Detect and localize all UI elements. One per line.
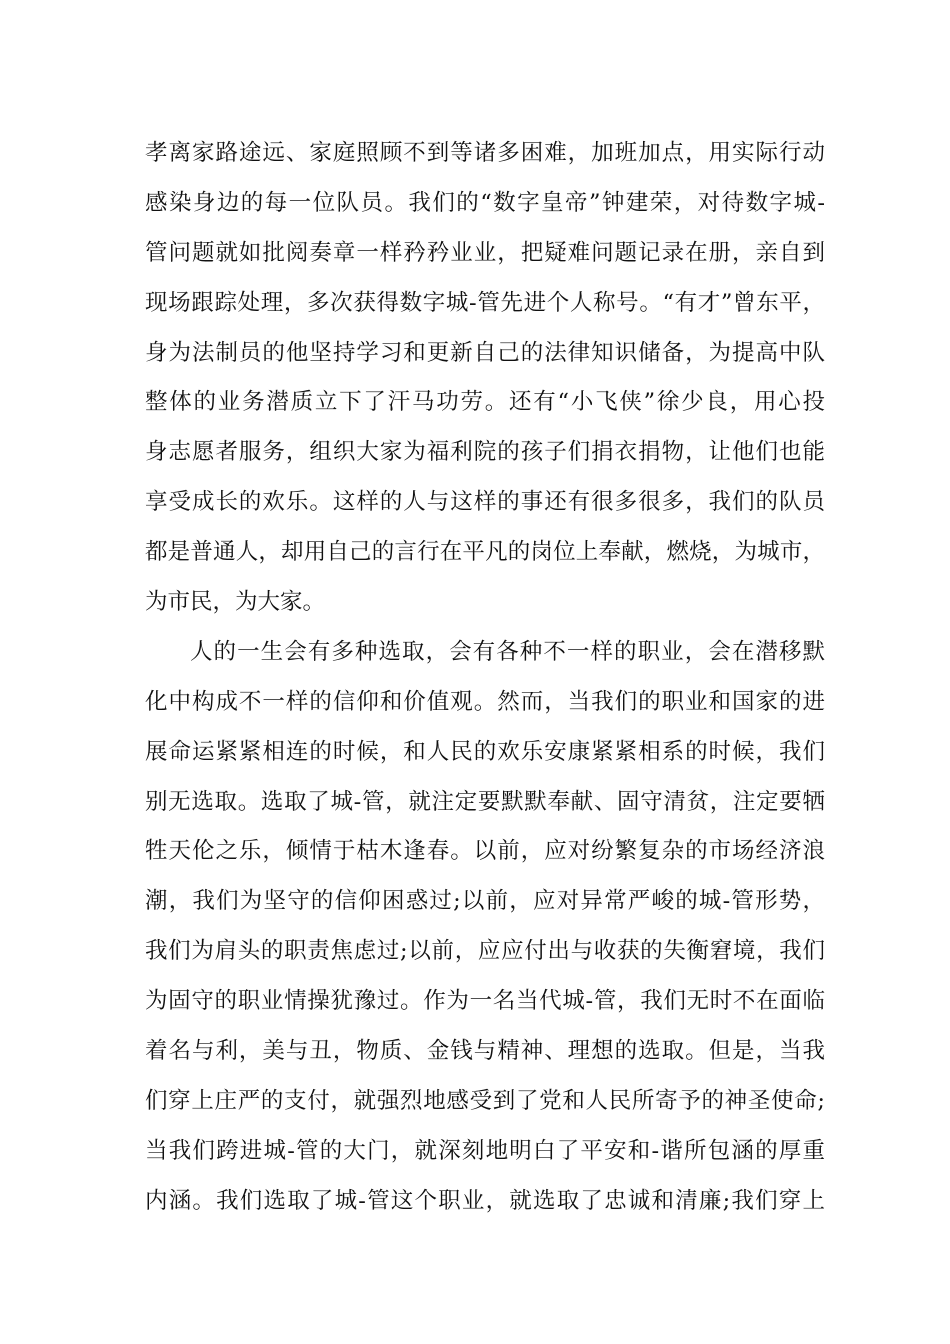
text-line: 着名与利，美与丑，物质、金钱与精神、理想的选取。但是，当我 — [145, 1038, 825, 1065]
text-line: 感染身边的每一位队员。我们的“数字皇帝”钟建荣，对待数字城- — [145, 189, 825, 216]
paragraph — [145, 133, 825, 632]
text-line: 牲天伦之乐，倾情于枯木逢春。以前，应对纷繁复杂的市场经济浪 — [145, 838, 825, 865]
text-line: 整体的业务潜质立下了汗马功劳。还有“小飞侠”徐少良，用心投 — [145, 389, 825, 416]
text-line: 人的一生会有多种选取，会有各种不一样的职业，会在潜移默 — [190, 638, 825, 665]
text-line: 化中构成不一样的信仰和价值观。然而，当我们的职业和国家的进 — [145, 688, 825, 715]
text-line: 为市民，为大家。 — [145, 589, 326, 616]
text-line: 都是普通人，却用自己的言行在平凡的岗位上奉献，燃烧，为城市， — [145, 539, 825, 566]
text-line: 们穿上庄严的支付，就强烈地感受到了党和人民所寄予的神圣使命; — [145, 1087, 825, 1114]
text-line: 享受成长的欢乐。这样的人与这样的事还有很多很多，我们的队员 — [145, 489, 825, 516]
text-line: 展命运紧紧相连的时候，和人民的欢乐安康紧紧相系的时候，我们 — [145, 738, 825, 765]
text-line: 我们为肩头的职责焦虑过;以前，应应付出与收获的失衡窘境，我们 — [145, 938, 825, 965]
text-line: 身为法制员的他坚持学习和更新自己的法律知识储备，为提高中队 — [145, 339, 825, 366]
text-line: 别无选取。选取了城-管，就注定要默默奉献、固守清贫，注定要牺 — [145, 788, 825, 815]
text-line: 身志愿者服务，组织大家为福利院的孩子们捐衣捐物，让他们也能 — [145, 439, 825, 466]
text-line: 孝离家路途远、家庭照顾不到等诸多困难，加班加点，用实际行动 — [145, 140, 825, 166]
text-line: 为固守的职业情操犹豫过。作为一名当代城-管，我们无时不在面临 — [145, 988, 825, 1015]
text-line: 管问题就如批阅奏章一样矜矜业业，把疑难问题记录在册，亲自到 — [145, 239, 825, 266]
body-text — [145, 133, 825, 1231]
paragraph — [145, 632, 825, 1231]
text-line: 内涵。我们选取了城-管这个职业，就选取了忠诚和清廉;我们穿上 — [145, 1187, 825, 1214]
text-line: 潮，我们为坚守的信仰困惑过;以前，应对异常严峻的城-管形势， — [145, 888, 825, 915]
text-line: 现场跟踪处理，多次获得数字城-管先进个人称号。“有才”曾东平， — [145, 289, 825, 316]
text-line: 当我们跨进城-管的大门，就深刻地明白了平安和-谐所包涵的厚重 — [145, 1137, 825, 1164]
